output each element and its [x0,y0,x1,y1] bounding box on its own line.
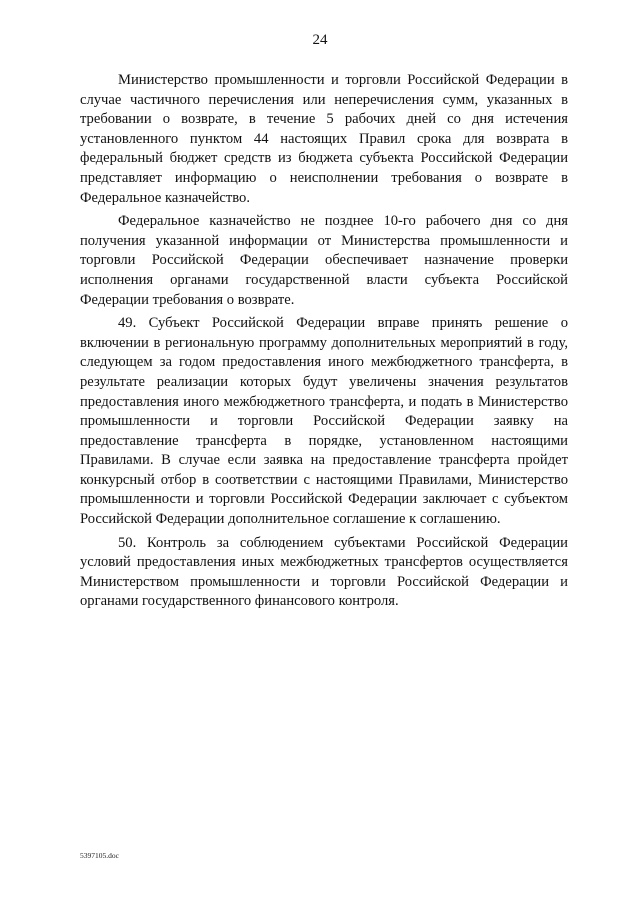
document-file-id: 5397105.doc [80,851,119,860]
paragraph-2: Федеральное казначейство не позднее 10-го рабочего дня со дня получения указанной информации от Министерства промышленности и торговли Российской Федерации обеспечивает назначение проверки исполнения органами государственной власти субъекта Российской Федерации требования о возврате. [80,213,568,308]
page-number: 24 [312,32,328,48]
paragraph-49: 49. Субъект Российской Федерации вправе принять решение о включении в региональную программу дополнительных мероприятий в году, следующем за годом предоставления иного межбюджетного трансферта, в результате реализации которых будут увеличены значения результатов предоставления иного межбюджетного трансферта, и подать в Министерство промышленности и торговли Российской Федерации заявку на предоставление трансферта в порядке, установленном настоящими Правилами. В случае если заявка на предоставление трансферта пройдет конкурсный отбор в соответствии с настоящими Правилами, Министерство промышленности и торговли Российской Федерации заключает с субъектом Российской Федерации дополнительное соглашение к соглашению. [80,315,568,528]
paragraph-1: Министерство промышленности и торговли Российской Федерации в случае частичного перечисления или неперечисления сумм, указанных в требовании о возврате, в течение 5 рабочих дней со дня истечения установленного пунктом 44 настоящих Правил срока для возврата в федеральный бюджет средств из бюджета субъекта Российской Федерации представляет информацию о неисполнении требования о возврате в Федеральное казначейство. [80,72,568,206]
document-body [80,71,568,616]
paragraph-50: 50. Контроль за соблюдением субъектами Российской Федерации условий предоставления иных межбюджетных трансфертов осуществляется Министерством промышленности и торговли Российской Федерации и органами государственного финансового контроля. [80,534,568,610]
